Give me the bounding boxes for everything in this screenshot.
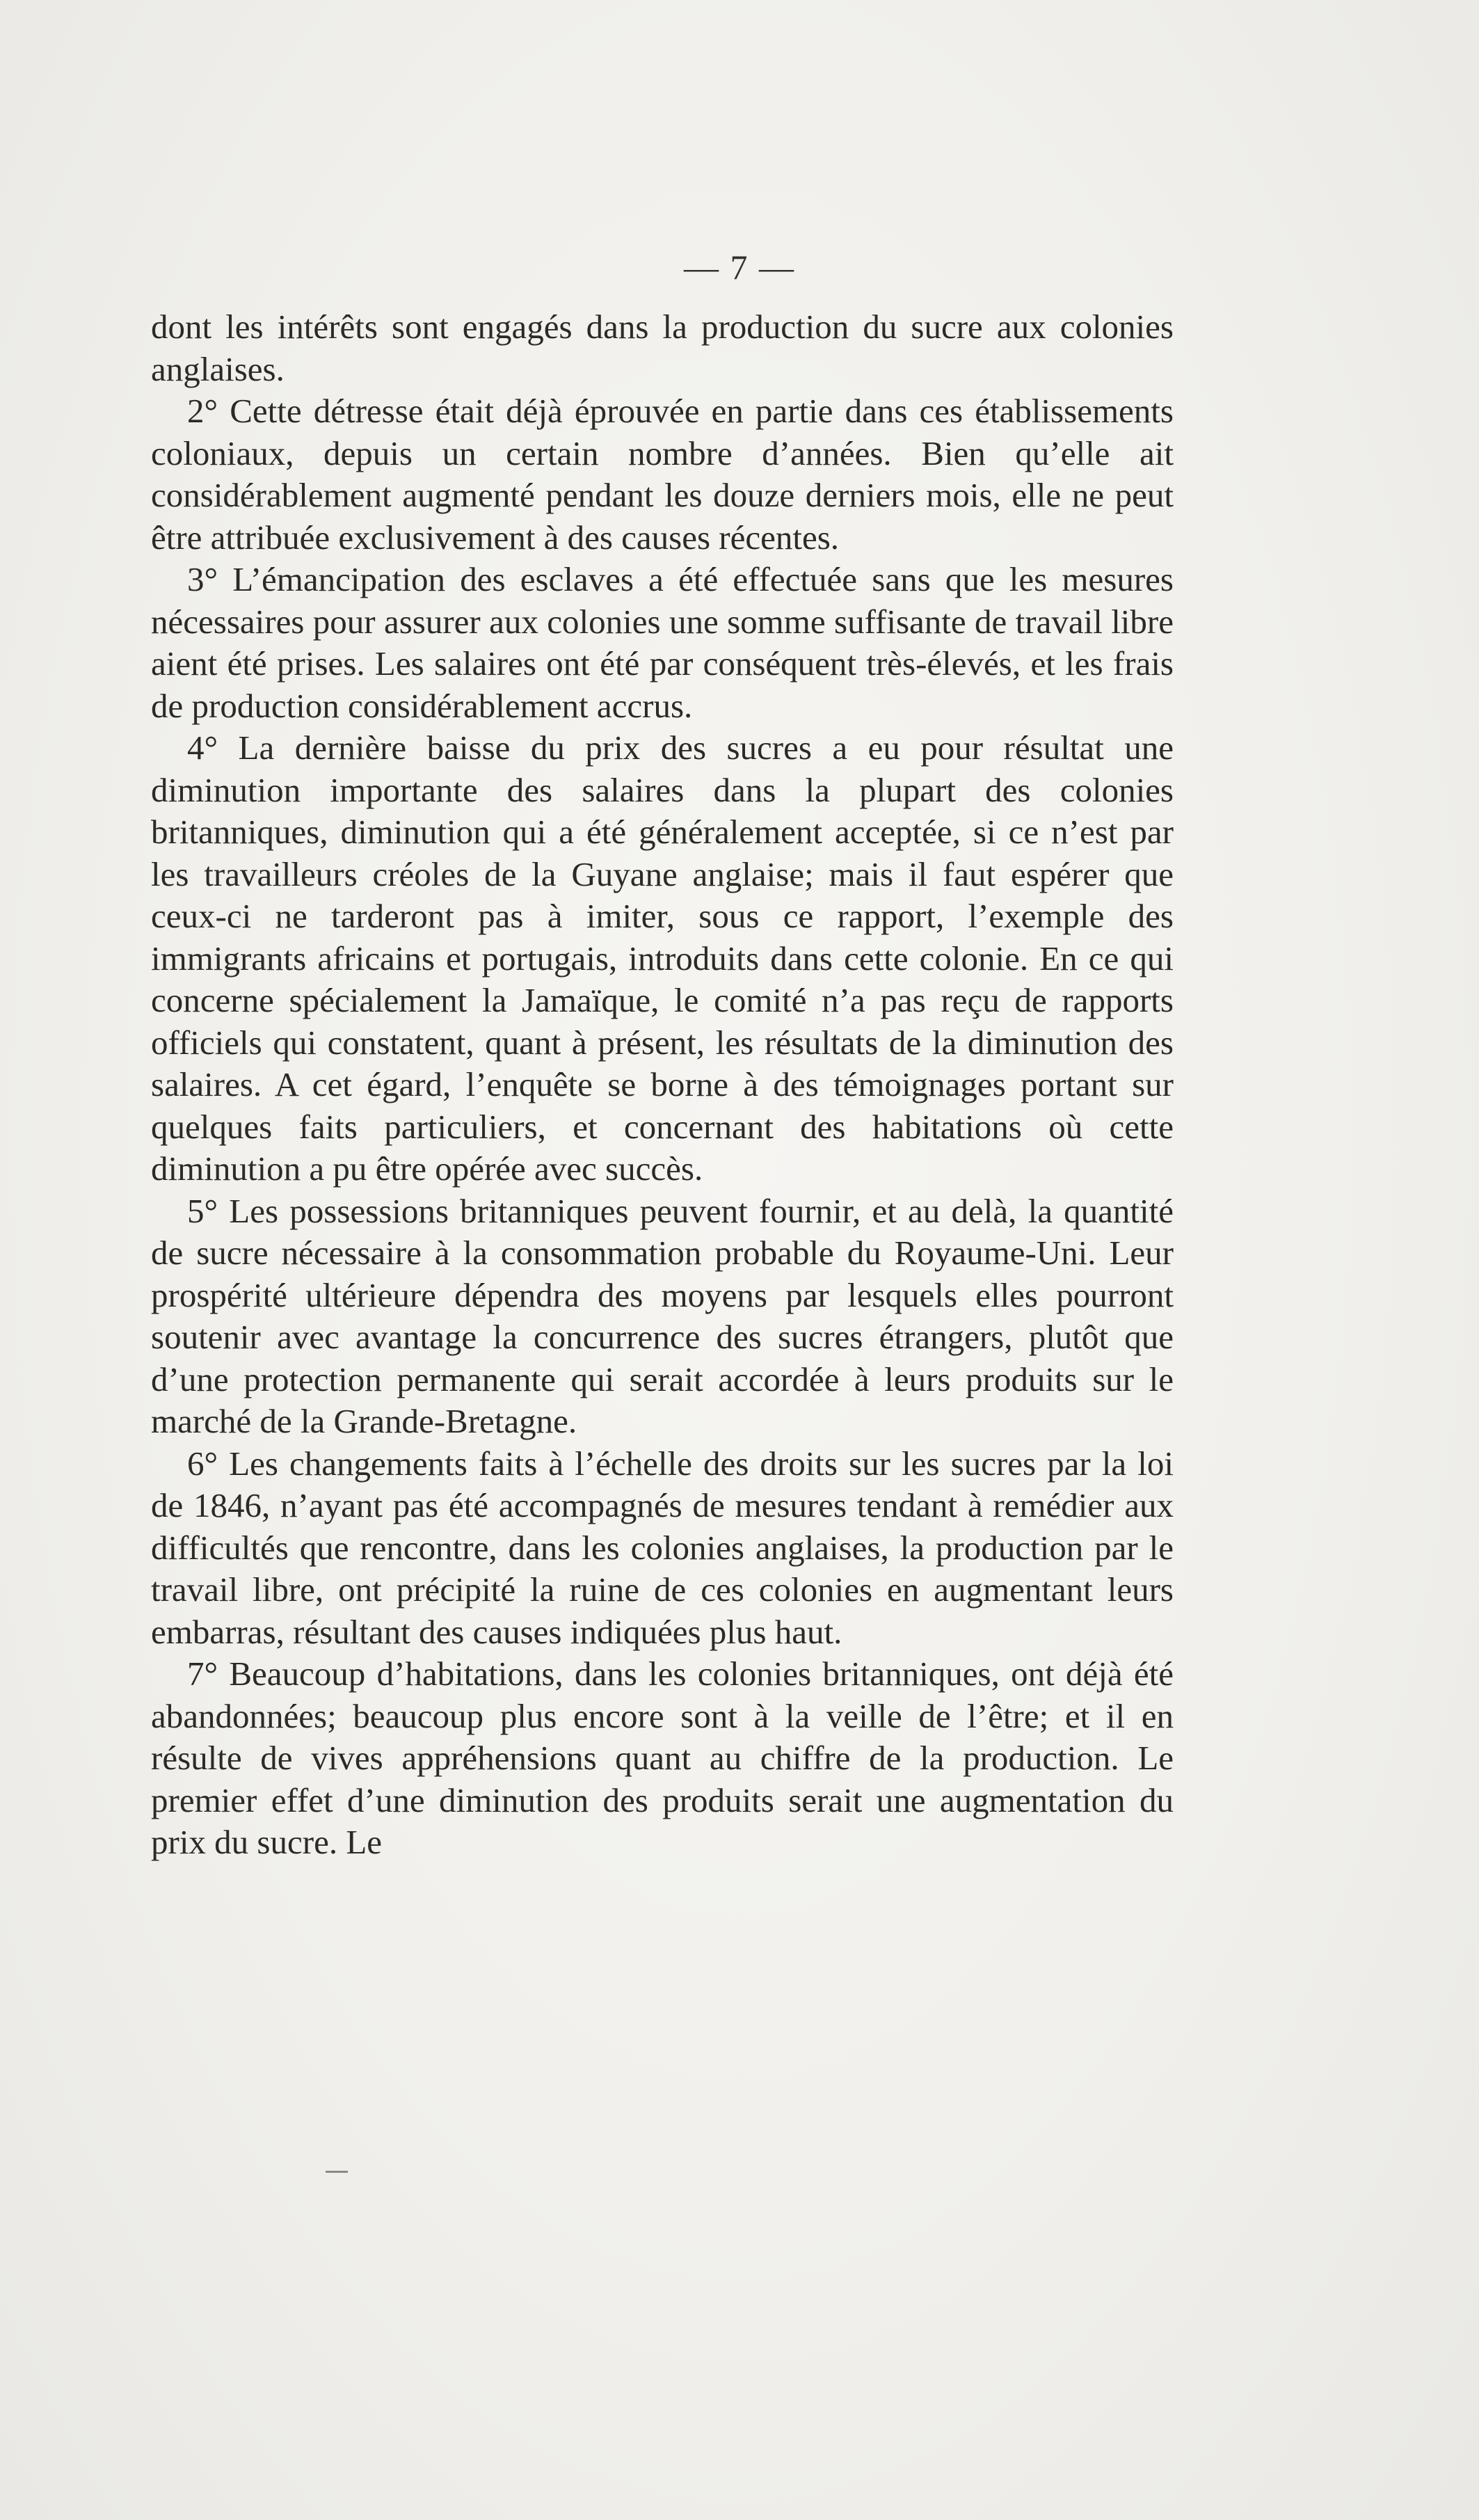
paragraph-point-2: 2° Cette détresse était déjà éprouvée en partie dans ces établissements coloniaux, depuis un certain nombre d’années. Bien qu’elle ait considérablement augmenté pendant les douze derniers mois, elle ne peut être attribuée exclusivement à des causes récentes. xyxy=(151,392,1174,557)
printer-mark xyxy=(326,2171,348,2173)
paragraph-point-5: 5° Les possessions britanniques peuvent fournir, et au delà, la quantité de sucre nécessaire à la consommation probable du Royaume-Uni. Leur prospérité ultérieure dépendra des moyens par lesquels elles pourront soutenir avec avantage la concurrence des sucres étrangers, plutôt que d’une protection permanente qui serait accordée à leurs produits sur le marché de la Grande-Bretagne. xyxy=(151,1191,1174,1440)
paragraph-point-4: 4° La dernière baisse du prix des sucres a eu pour résultat une diminution importante des salaires dans la plupart des colonies britanniques, diminution qui a été généralement acceptée, si ce n’est par les travailleurs créoles de la Guyane anglaise; mais il faut espérer que ceux-ci ne tarderont pas à imiter, sous ce rapport, l’exemple des immigrants africains et portugais, introduits dans cette colonie. En ce qui concerne spécialement la Jamaïque, le comité n’a pas reçu de rapports officiels qui constatent, quant à présent, les résultats de la diminution des salaires. A cet égard, l’enquête se borne à des témoignages portant sur quelques faits particuliers, et concernant des habitations où cette diminution a pu être opérée avec succès. xyxy=(151,728,1174,1188)
paragraph-point-3: 3° L’émancipation des esclaves a été effectuée sans que les mesures nécessaires pour assurer aux colonies une somme suffisante de travail libre aient été prises. Les salaires ont été par conséquent très-élevés, et les frais de production considérablement accrus. xyxy=(151,560,1174,725)
paragraph-point-7: 7° Beaucoup d’habitations, dans les colonies britanniques, ont déjà été abandonnées; beaucoup plus encore sont à la veille de l’être; et il en résulte de vives appréhensions quant au chiffre de la production. Le premier effet d’une diminution des produits serait une augmentation du prix du sucre. Le xyxy=(151,1654,1174,1861)
paragraph-point-6: 6° Les changements faits à l’échelle des droits sur les sucres par la loi de 1846, n’ayant pas été accompagnés de mesures tendant à remédier aux difficultés que rencontre, dans les colonies anglaises, la production par le travail libre, ont précipité la ruine de ces colonies en augmentant leurs embarras, résultant des causes indiquées plus haut. xyxy=(151,1444,1174,1651)
body-text xyxy=(151,306,1174,1864)
paragraph-continuation: dont les intérêts sont engagés dans la production du sucre aux colonies anglaises. xyxy=(151,308,1174,388)
page-number: — 7 — xyxy=(684,248,795,287)
